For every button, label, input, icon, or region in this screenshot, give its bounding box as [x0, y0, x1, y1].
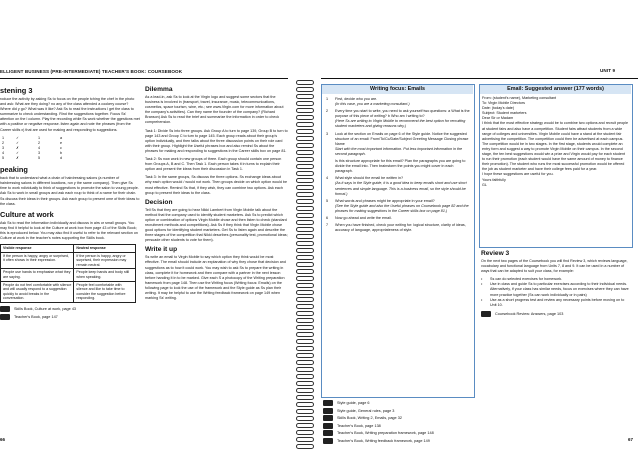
binding-ring [296, 395, 314, 400]
review-bullets [481, 277, 631, 308]
table-head-visible: Visible response [1, 245, 74, 253]
bullet-text: Use in class and guide Ss to particular exercises according to their individual needs. Alternatively, if your class has similar needs, focus on exercises where they can have more practice together (Ss can work individually or in pairs) [490, 282, 629, 297]
answer-letter: e [60, 140, 63, 145]
answer-letter: a [60, 135, 63, 140]
answer-letter: c [60, 145, 62, 150]
email-message: I think that the most effective strategy would be to combine two options and recruit people at student fairs and also have a competition. Student fairs attract students from a wide range of colleges and universities. Virgin Mobile could have a stand at the student fair advertising the competition. The competition could then be advertised at each campus. The competition would be in two stages. In the first stage, students would complete an entry form and suggest a way to promote Virgin Mobile on their campus. In the second stage, the ten best suggestions would win a prize and Virgin would pay for each student to run their promotion (each student would have the same amount of money to finance their promotion). The student who runs the most successful promotion would be offered the job as student marketer and have their college fees paid for a year. [482, 121, 629, 172]
book-reference-icon [323, 430, 333, 436]
table-head-neutral: Neutral response [74, 245, 136, 253]
binding-ring [296, 402, 314, 407]
binding-ring [296, 262, 314, 267]
email-signoff: Yours faithfully [482, 177, 506, 182]
email-subject: Subject: Student marketers [482, 111, 527, 116]
reference-label: Teacher's Book, Writing feedback framework, page 149 [337, 438, 430, 443]
item-body [335, 216, 392, 221]
item-note: (Here Ss are writing to Virgin Mobile to recommend the best option for recruiting student marketers and giving reasons why.) [335, 119, 466, 129]
book-reference-icon [0, 314, 10, 320]
email-to: To: Virgin Mobile Directors [482, 101, 525, 106]
review-section [481, 250, 631, 318]
task-3-text: Task 3: In the same groups, Ss discuss the three options. Ss exchange ideas about why each option would / would not work. Then groups decide on which option would be most effective. Remind Ss that, if they wish, they can combine two options. Ask each group to present their ideas to the class. [145, 175, 287, 195]
item-note: (As it says in the Style guide, it is a good idea to keep emails short and use short sentences and simple language. This is a business email, so the style should be formal.) [335, 181, 467, 196]
unit-label: UNIT 9 [600, 68, 616, 73]
heading-culture-at-work: Culture at work [0, 209, 54, 219]
answer-number-2: 4 [38, 145, 41, 150]
culture-table [0, 244, 136, 303]
item-body [335, 109, 470, 129]
bullet-text: Use as a short progress test and review any necessary points before moving on to Unit 10. [490, 297, 625, 307]
answer-mark: ✗ [16, 156, 20, 161]
binding-ring [296, 367, 314, 372]
email-answer-title: Email: Suggested answer (177 words) [480, 85, 631, 94]
email-greeting: Dear Sir or Madam [482, 116, 514, 121]
binding-ring [296, 416, 314, 421]
heading-decision: Decision [145, 198, 173, 206]
email-from: From: (student's name), Marketing consultant [482, 96, 557, 100]
item-body [335, 176, 470, 196]
list-item [326, 159, 470, 174]
binding-ring [296, 192, 314, 197]
binding-ring [296, 423, 314, 428]
item-number: 3 [326, 131, 329, 136]
writing-references [323, 400, 483, 445]
page-number-left: 66 [0, 437, 6, 442]
answer-number-2: 3 [38, 150, 41, 155]
reference-item [323, 423, 483, 431]
bullet-text: Ss can do selected exercises for homework. [490, 277, 563, 282]
binding-ring [296, 346, 314, 351]
binding-ring [296, 115, 314, 120]
binding-ring [296, 227, 314, 232]
binding-ring [296, 122, 314, 127]
reference-label: Style guide, General rules, page 3 [337, 408, 395, 413]
list-item [326, 109, 470, 129]
reference-label: Skills Book, Writing 2, Emails, page 32 [337, 416, 402, 420]
item-text: Every time you start to write, you need to ask yourself two questions: a What is the purpose of this piece of writing? b Who am I writing to? [335, 109, 470, 119]
reference-item [0, 306, 140, 314]
item-text: Is this structure appropriate for this email? Plan the paragraphs you are going to divide the email into. Then brainstorm the points you might cover in each paragraph. [335, 159, 466, 174]
book-reference-icon [323, 423, 333, 429]
item-body [335, 97, 410, 107]
reference-label: Skills Book, Culture at work, page 43 [14, 307, 77, 311]
item-number: 5 [326, 198, 329, 203]
item-text: First, decide who you are. [335, 97, 378, 101]
email-date: Date: (today's date) [482, 106, 515, 111]
binding-ring [296, 157, 314, 162]
culture-text: Ask Ss to read the information individually and discuss in airs or small groups. You may find it helpful to look at the Culture at work box from page 43 of the Skills Book; this is eproduced below. You may also find it useful to refer to the relevant section on Culture at work in the teacher's notes supporting the Skills book. [0, 220, 138, 240]
reference-label: Teacher's Book, page 147 [14, 314, 58, 319]
list-item [326, 176, 470, 196]
answer-row [2, 156, 140, 161]
binding-ring [296, 241, 314, 246]
reference-item [481, 311, 631, 319]
book-header-title: ELLIGENT BUSINESS (PRE-INTERMEDIATE) TEACHER'S BOOK: COURSEBOOK [0, 69, 183, 74]
binding-ring [296, 178, 314, 183]
item-body [335, 223, 470, 233]
answer-number-2: 5 [38, 156, 41, 161]
table-cell: If the person is happy, angry or surprised, it often shows in their expression. [1, 252, 74, 269]
email-signature: GL [482, 182, 487, 187]
item-text: What style should the email be written in? [335, 176, 404, 181]
item-body [335, 199, 470, 214]
item-text: Look at the section on Emails on page 6 of the Style guide. Notice the suggested structure of an email: From/To/Cc/Date/Subject Greeting Message Closing phrase Name [335, 131, 469, 146]
column-1 [0, 86, 140, 321]
item-number: 4 [326, 176, 329, 181]
item-body [335, 132, 470, 157]
list-item: • Use as a short progress test and review any necessary points before moving on to Unit 10. [481, 298, 631, 308]
item-text: When you have finished, check your writing for: logical structure, clarity of ideas, accuracy of language, appropriateness of style. [335, 223, 466, 233]
decision-text: Tell Ss that they are going to hear Nikki Lambert from Virgin Mobile talk about the method that the company used to identify student marketers. Ask Ss to predict which option or combination of options Virgin Mobile chose and then listen to check (standard recruitment methods and competitions). Ask Ss if they think that Virgin Mobile chose good options for identifying student marketers. Get Ss to listen again and describe the three stages of the competition that Nikki describes (personality test, promotional ideas; persuade other students to vote for them). [145, 207, 288, 243]
item-note: (See the Style guide and also the Useful phrases on Coursebook page 82 and the phrases for making suggestions in the Career skills box on page 81.) [335, 203, 469, 213]
binding-ring [296, 185, 314, 190]
binding-ring [296, 108, 314, 113]
item-number [326, 159, 332, 174]
reference-item [0, 314, 140, 322]
answer-mark: ✗ [16, 145, 20, 150]
table-row [1, 252, 136, 269]
write-text: Ss write an email to Virgin Mobile to say which option they think would be most effective. The email should include an explanation of why they chose that decision and suggestions as to how it could work. You may wish to ask Ss to prepare the writing in class, complete it for homework and then compare with a partner in the next lesson before handing it in to be marked. Give each S a photocopy of the Writing preparation framework from page 148. Then use the Writing focus (Writing focus: Emails) on the following page to look the use of the framework and the Style guide as Ss plan their writing. It may be helpful to use the Writing feedback framework on page 149 when marking Ss' writing. [145, 255, 286, 301]
binding-ring [296, 80, 314, 85]
list-item [326, 199, 470, 214]
item-number: 1 [326, 97, 329, 101]
answer-letter: b [60, 150, 63, 155]
heading-review-3: Review 3 [481, 250, 510, 257]
list-item: • Use in class and guide Ss to particular exercises according to their individual needs. Alternatively, if your class has similar needs, focus on exercises where they can have more practice together (Ss can work individually or in pairs) [481, 282, 631, 297]
binding-ring [296, 360, 314, 365]
binding-ring [296, 444, 314, 449]
answer-number: 3 [2, 145, 5, 150]
table-cell: People keep hands and body still when speaking. [74, 269, 136, 281]
binding-ring [296, 304, 314, 309]
binding-ring [296, 339, 314, 344]
binding-ring [296, 213, 314, 218]
answer-key [2, 136, 140, 161]
book-reference-icon [481, 311, 491, 317]
heading-write-it-up: Write it up [145, 246, 178, 254]
binding-ring [296, 94, 314, 99]
page-number-right: 67 [628, 437, 634, 442]
table-cell: People use hands to emphasise what they are saying. [1, 269, 74, 281]
item-number: 2 [326, 109, 329, 114]
list-item [326, 97, 470, 107]
binding-ring [296, 276, 314, 281]
dilemma-text: As a lead-in, ask Ss to look at the Virgin logo and suggest some sectors that the business is involved in (transport, travel, insurance, music, telecommunications, cosmetics, space tourism, wine, etc.; see www.Virgin.com for more information about the company's activities). Can they name the founder of the company? (Richard Branson) Ask Ss to read the brief and summarize the information in order to check comprehension. [145, 95, 284, 125]
item-note: (In this case, you are a marketing consultant.) [335, 102, 410, 107]
list-item [326, 216, 470, 221]
listening-text: roduce the activity by asking Ss to focus on the people tching the chef in the photo and ask: What are they doing? no any of the class attended a cookery course? Where did y go? What was it like? Ask Ss to read the instructions l get the class to summarize to check understanding. Rind the suggestions together. Focus Ss' attention on the l column. Play the recording while Ss work whether the ggestions met with a positive or negative response. listen again and note the phrases (from the Career skills x) that are used for making and responding to suggestions. [0, 97, 140, 132]
item-number: 6 [326, 215, 329, 220]
binding-ring [296, 129, 314, 134]
book-reference-icon [323, 415, 333, 421]
reference-label: Teacher's Book, page 138 [337, 423, 381, 428]
binding-ring [296, 171, 314, 176]
binding-ring [296, 374, 314, 379]
binding-ring [296, 353, 314, 358]
heading-listening: stening 3 [0, 86, 33, 95]
item-note: Start with the most important information. Put less important information in the second paragraph. [335, 146, 463, 156]
binding-ring [296, 430, 314, 435]
reference-item [323, 400, 483, 408]
binding-ring [296, 101, 314, 106]
binding-ring [296, 437, 314, 442]
binding-ring [296, 248, 314, 253]
heading-speaking: peaking [0, 165, 28, 175]
reference-label: Style guide, page 6 [337, 401, 370, 405]
reference-item [323, 415, 483, 423]
reference-item [323, 438, 483, 446]
header-rule-right [321, 78, 638, 79]
binding-ring [296, 269, 314, 274]
book-reference-icon [323, 408, 333, 414]
binding-ring [296, 332, 314, 337]
binding-ring [296, 318, 314, 323]
item-number: 7 [326, 223, 329, 228]
answer-letter: d [60, 156, 63, 161]
table-row [1, 269, 136, 281]
answer-number: 2 [2, 140, 5, 145]
binding-ring [296, 409, 314, 414]
header-rule-left [0, 78, 288, 79]
binding-ring [296, 311, 314, 316]
writing-focus-list [326, 97, 470, 235]
binding-ring [296, 150, 314, 155]
reference-label: Teacher's Book, Writing preparation framework, page 148 [337, 431, 434, 435]
answer-number: 5 [2, 156, 5, 161]
task-1-text: Task 1: Divide Ss into three groups. Ask Group A to turn to page 139, Group B to turn to page 143 and Group C to turn to page 145. Each group reads about their group's option individually, and then talks about the three discussion points on their role card with their group. Highlight the Useful phrases box and also remind Ss about the phrases for making and responding to suggestions in the Career skills box on page 81. [145, 128, 288, 153]
list-item [326, 132, 470, 157]
binding-ring [296, 388, 314, 393]
answer-mark: ✓ [16, 140, 20, 145]
binding-ring [296, 255, 314, 260]
list-item: • Ss can do selected exercises for homework. [481, 277, 563, 282]
item-body [335, 159, 470, 174]
answer-number: 1 [2, 135, 5, 140]
binding-ring [296, 234, 314, 239]
table-cell: If the person is happy, angry or surprised, their expression may remain neutral. [74, 252, 136, 269]
binding-ring [296, 199, 314, 204]
binding-ring [296, 297, 314, 302]
reference-label: Coursebook Review: Answers, page 103 [495, 311, 564, 316]
binding-ring [296, 164, 314, 169]
book-reference-icon [323, 438, 333, 444]
binding-ring [296, 143, 314, 148]
binding-ring [296, 290, 314, 295]
answer-number-2: 1 [38, 135, 41, 140]
binding-ring [296, 87, 314, 92]
list-item [326, 223, 470, 233]
binding-ring [296, 220, 314, 225]
writing-focus-title: Writing focus: Emails [322, 85, 473, 94]
reference-item [323, 430, 483, 438]
column-2 [145, 86, 288, 304]
task-2-text: Task 2: Ss now work in new groups of three. Each group should contain one person from Groups A, B and C. Then Task 1. Each person takes it in turns to explain their option and present the ideas from their discussion in Task 1. [145, 157, 282, 172]
email-answer-body [482, 96, 629, 188]
answer-number: 4 [2, 150, 5, 155]
email-closing: I hope these suggestions are useful for you. [482, 172, 554, 177]
binding-ring [296, 381, 314, 386]
review-text: On the next two pages of the Coursebook you will find Review 3, which reviews language, vocabulary and functional language from Units 7, 8 and 9. It can be used in a number of ways that can be adapted to suit your class, for example: [481, 259, 628, 274]
binding-ring [296, 136, 314, 141]
binding-ring [296, 206, 314, 211]
reference-item [323, 408, 483, 416]
answer-number-2: 2 [38, 140, 41, 145]
table-row [1, 281, 136, 302]
binding-ring [296, 325, 314, 330]
answer-mark: ✓ [16, 135, 20, 140]
book-reference-icon [0, 306, 10, 312]
answer-mark: ✓ [16, 150, 20, 155]
item-text: What words and phrases might be appropriate in your email? [335, 198, 435, 203]
table-cell: People do not feel comfortable with silence and will usually respond to a suggestion quickly to avoid breaks in the conversation. [1, 281, 74, 302]
speaking-text: back that to understand what a chain of hairdressing salons (a number of hairdressing salons in different locations, run y the same company). Then give Ss time to work ndividually to think of suggestions to promote the salon to voung people. Ask Ss to work in small groups and ask each roup to think of a name for their chain. Ss discuss their ideas in their groups. Ask each group to present ome of their ideas to the class. [0, 176, 140, 206]
item-text: Now go ahead and write the email. [335, 215, 392, 220]
book-reference-icon [323, 400, 333, 406]
heading-dilemma: Dilemma [145, 86, 173, 93]
reference-list [0, 306, 140, 321]
table-cell: People feel comfortable with silence and like to take time to consider the suggestion before responding. [74, 281, 136, 302]
binding-ring [296, 283, 314, 288]
